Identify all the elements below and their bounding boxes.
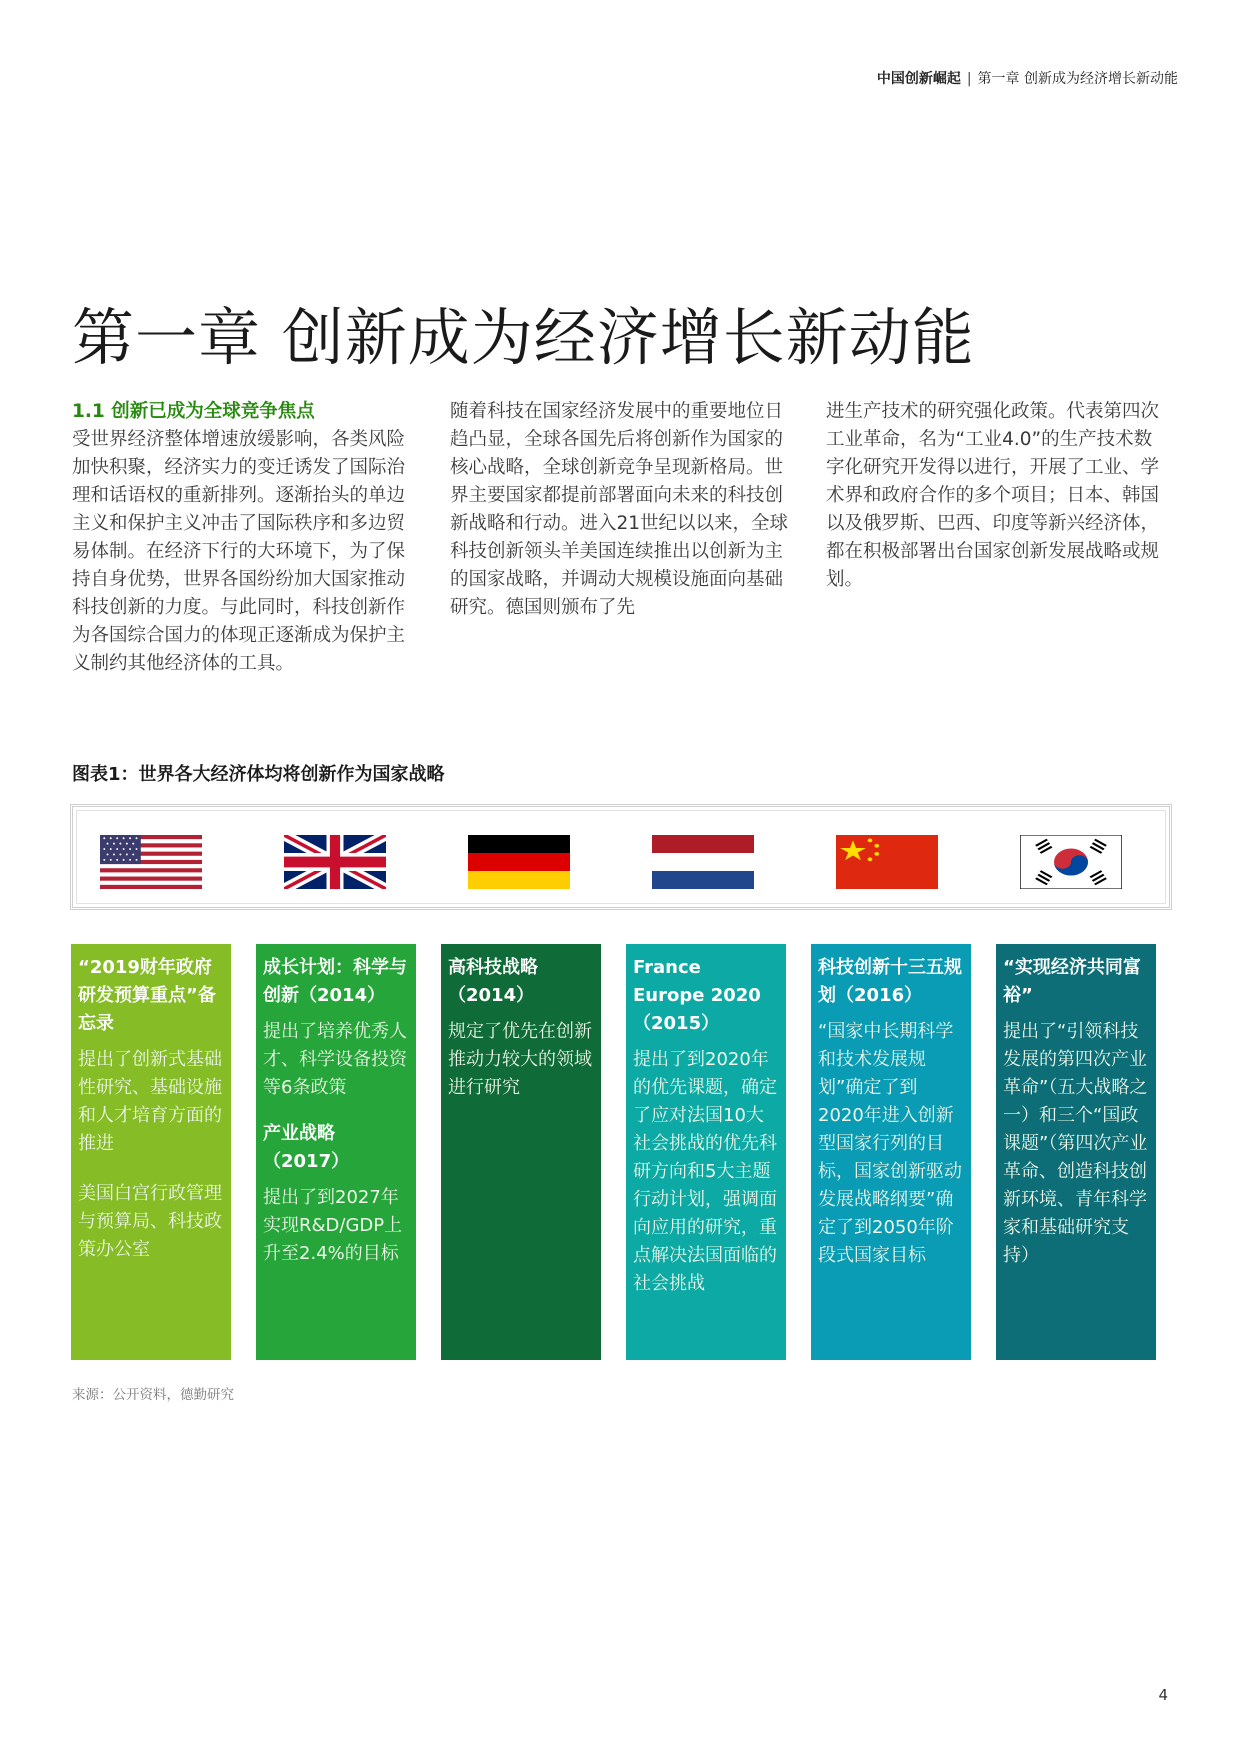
card-body-secondary: 美国白宫行政管理与预算局、科技政策办公室 bbox=[78, 1183, 222, 1260]
card-body-secondary: 提出了到2027年实现R&D/GDP上升至2.4%的目标 bbox=[263, 1187, 403, 1264]
paragraph-1: 受世界经济整体增速放缓影响，各类风险加快积聚，经济实力的变迁诱发了国际治理和话语权的重新排列。逐渐抬头的单边主义和保护主义冲击了国际秩序和多边贸易体制。在经济下行的大环境下，为了保持自身优势，世界各国纷纷加大国家推动科技创新的力度。与此同时，科技创新作为各国综合国力的体现正逐渐成为保护主义制约其他经济体的工具。 bbox=[72, 429, 406, 674]
card-china bbox=[811, 944, 971, 1360]
card-body: 提出了“引领科技发展的第四次产业革命”（五大战略之一）和三个“国政课题”（第四次产业革命、创造科技创新环境、青年科学家和基础研究支持） bbox=[1003, 1021, 1148, 1266]
figure-title: 图表1：世界各大经济体均将创新作为国家战略 bbox=[72, 764, 445, 785]
figure-source: 来源：公开资料，德勤研究 bbox=[72, 1387, 234, 1403]
card-body: 提出了培养优秀人才、科学设备投资等6条政策 bbox=[263, 1021, 407, 1098]
card-title: “2019财年政府研发预算重点”备忘录 bbox=[78, 957, 216, 1034]
card-title: 高科技战略（2014） bbox=[448, 957, 538, 1006]
us-flag bbox=[100, 835, 202, 889]
header-separator: | bbox=[966, 71, 972, 87]
running-header bbox=[877, 68, 1178, 88]
card-body: 提出了到2020年的优先课题，确定了应对法国10大社会挑战的优先科研方向和5大主题行动计划，强调面向应用的研究，重点解决法国面临的社会挑战 bbox=[633, 1049, 777, 1294]
card-title: 科技创新十三五规划（2016） bbox=[818, 957, 962, 1006]
body-column-1 bbox=[72, 398, 420, 678]
strategy-cards bbox=[71, 944, 1171, 1360]
card-body: “国家中长期科学和技术发展规划”确定了到2020年进入创新型国家行列的目标，国家创新驱动发展战略纲要”确定了到2050年阶段式国家目标 bbox=[818, 1021, 962, 1266]
card-germany bbox=[441, 944, 601, 1360]
germany-flag bbox=[468, 835, 570, 889]
card-uk bbox=[256, 944, 416, 1360]
card-korea bbox=[996, 944, 1156, 1360]
card-title: “实现经济共同富裕” bbox=[1003, 957, 1141, 1006]
flags-panel bbox=[70, 804, 1172, 910]
card-title: 成长计划：科学与创新（2014） bbox=[263, 957, 407, 1006]
card-title-secondary: 产业战略（2017） bbox=[263, 1123, 350, 1172]
body-column-3: 进生产技术的研究强化政策。代表第四次工业革命，名为“工业4.0”的生产技术数字化研究开发得以进行，开展了工业、学术界和政府合作的多个项目；日本、韩国以及俄罗斯、巴西、印度等新兴经济体，都在积极部署出台国家创新发展战略或规划。 bbox=[826, 401, 1160, 590]
section-heading: 1.1 创新已成为全球竞争焦点 bbox=[72, 401, 315, 422]
card-body: 规定了优先在创新推动力较大的领域进行研究 bbox=[448, 1021, 592, 1098]
uk-flag bbox=[284, 835, 386, 889]
card-body: 提出了创新式基础性研究、基础设施和人才培育方面的推进 bbox=[78, 1049, 222, 1154]
card-title: France Europe 2020（2015） bbox=[633, 957, 761, 1034]
report-title: 中国创新崛起 bbox=[876, 71, 961, 87]
body-column-2: 随着科技在国家经济发展中的重要地位日趋凸显，全球各国先后将创新作为国家的核心战略，全球创新竞争呈现新格局。世界主要国家都提前部署面向未来的科技创新战略和行动。进入21世纪以以来，全球科技创新领头羊美国连续推出以创新为主的国家战略，并调动大规模设施面向基础研究。德国则颁布了先 bbox=[450, 401, 789, 618]
card-us bbox=[71, 944, 231, 1360]
chapter-title: 第一章 创新成为经济增长新动能 bbox=[72, 300, 975, 374]
korea-flag bbox=[1020, 835, 1122, 889]
netherlands-flag bbox=[652, 835, 754, 889]
china-flag bbox=[836, 835, 938, 889]
page-number: 4 bbox=[1158, 1686, 1168, 1704]
card-france bbox=[626, 944, 786, 1360]
header-chapter: 第一章 创新成为经济增长新动能 bbox=[977, 71, 1178, 87]
